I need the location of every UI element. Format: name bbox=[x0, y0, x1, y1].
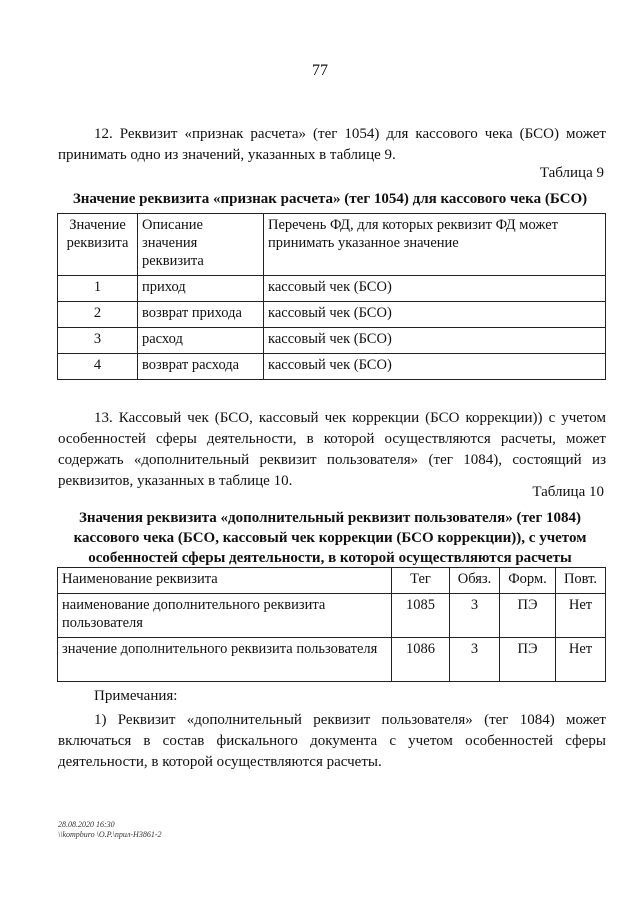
table-row bbox=[58, 276, 606, 302]
table-row bbox=[58, 354, 606, 380]
table-10-title bbox=[50, 508, 610, 568]
table-10 bbox=[57, 567, 606, 682]
header-cell-required: Обяз. bbox=[450, 568, 500, 594]
table-9 bbox=[57, 213, 606, 380]
table-header-row bbox=[58, 214, 606, 276]
cell-repeat: Нет bbox=[556, 594, 606, 638]
cell-value: 3 bbox=[58, 328, 138, 354]
header-cell-value: Значение реквизита bbox=[58, 214, 138, 276]
cell-value: 4 bbox=[58, 354, 138, 380]
cell-description: возврат расхода bbox=[138, 354, 264, 380]
table-header-row bbox=[58, 568, 606, 594]
cell-repeat: Нет bbox=[556, 638, 606, 682]
notes-title: Примечания: bbox=[94, 688, 178, 704]
cell-description: возврат прихода bbox=[138, 302, 264, 328]
page-number: 77 bbox=[312, 62, 328, 79]
cell-documents: кассовый чек (БСО) bbox=[264, 276, 606, 302]
table-9-label: Таблица 9 bbox=[539, 165, 604, 181]
paragraph-12: 12. Реквизит «признак расчета» (тег 1054) для кассового чека (БСО) может принимать одно из значений, указанных в таблице 9. bbox=[58, 126, 606, 163]
paragraph-13: 13. Кассовый чек (БСО, кассовый чек коррекции (БСО коррекции)) с учетом особенностей сферы деятельности, в которой осуществляются расчеты, может содержать «дополнительный реквизит пользователя» (тег 1084), состоящий из реквизитов, указанных в таблице 10. bbox=[58, 410, 606, 489]
header-cell-description: Описание значения реквизита bbox=[138, 214, 264, 276]
footer bbox=[58, 820, 162, 840]
header-cell-name: Наименование реквизита bbox=[58, 568, 392, 594]
header-cell-documents: Перечень ФД, для которых реквизит ФД может принимать указанное значение bbox=[264, 214, 606, 276]
cell-name: наименование дополнительного реквизита пользователя bbox=[58, 594, 392, 638]
footer-path: \\kompburo \О.Р.\прил-Н3861-2 bbox=[58, 830, 162, 839]
cell-required: 3 bbox=[450, 594, 500, 638]
cell-documents: кассовый чек (БСО) bbox=[264, 328, 606, 354]
table-row bbox=[58, 302, 606, 328]
cell-value: 2 bbox=[58, 302, 138, 328]
header-cell-tag: Тег bbox=[392, 568, 450, 594]
table-10-title-line: особенностей сферы деятельности, в которой осуществляются расчеты bbox=[88, 550, 572, 566]
cell-format: ПЭ bbox=[500, 638, 556, 682]
table-row bbox=[58, 328, 606, 354]
cell-documents: кассовый чек (БСО) bbox=[264, 302, 606, 328]
cell-tag: 1085 bbox=[392, 594, 450, 638]
table-10-label: Таблица 10 bbox=[532, 484, 604, 500]
header-cell-repeat: Повт. bbox=[556, 568, 606, 594]
cell-description: приход bbox=[138, 276, 264, 302]
cell-description: расход bbox=[138, 328, 264, 354]
table-row bbox=[58, 638, 606, 682]
table-10-title-line: кассового чека (БСО, кассовый чек коррекции (БСО коррекции)), с учетом bbox=[73, 530, 587, 546]
cell-name: значение дополнительного реквизита пользователя bbox=[58, 638, 392, 682]
header-cell-format: Форм. bbox=[500, 568, 556, 594]
table-9-title: Значение реквизита «признак расчета» (тег 1054) для кассового чека (БСО) bbox=[72, 191, 588, 207]
footer-timestamp: 28.08.2020 16:30 bbox=[58, 820, 115, 829]
cell-documents: кассовый чек (БСО) bbox=[264, 354, 606, 380]
table-10-title-line: Значения реквизита «дополнительный реквизит пользователя» (тег 1084) bbox=[78, 510, 582, 526]
cell-required: 3 bbox=[450, 638, 500, 682]
cell-format: ПЭ bbox=[500, 594, 556, 638]
cell-value: 1 bbox=[58, 276, 138, 302]
cell-tag: 1086 bbox=[392, 638, 450, 682]
note-1: 1) Реквизит «дополнительный реквизит пользователя» (тег 1084) может включаться в состав фискального документа с учетом особенностей сферы деятельности, в которой осуществляются расчеты. bbox=[58, 712, 606, 770]
table-row bbox=[58, 594, 606, 638]
